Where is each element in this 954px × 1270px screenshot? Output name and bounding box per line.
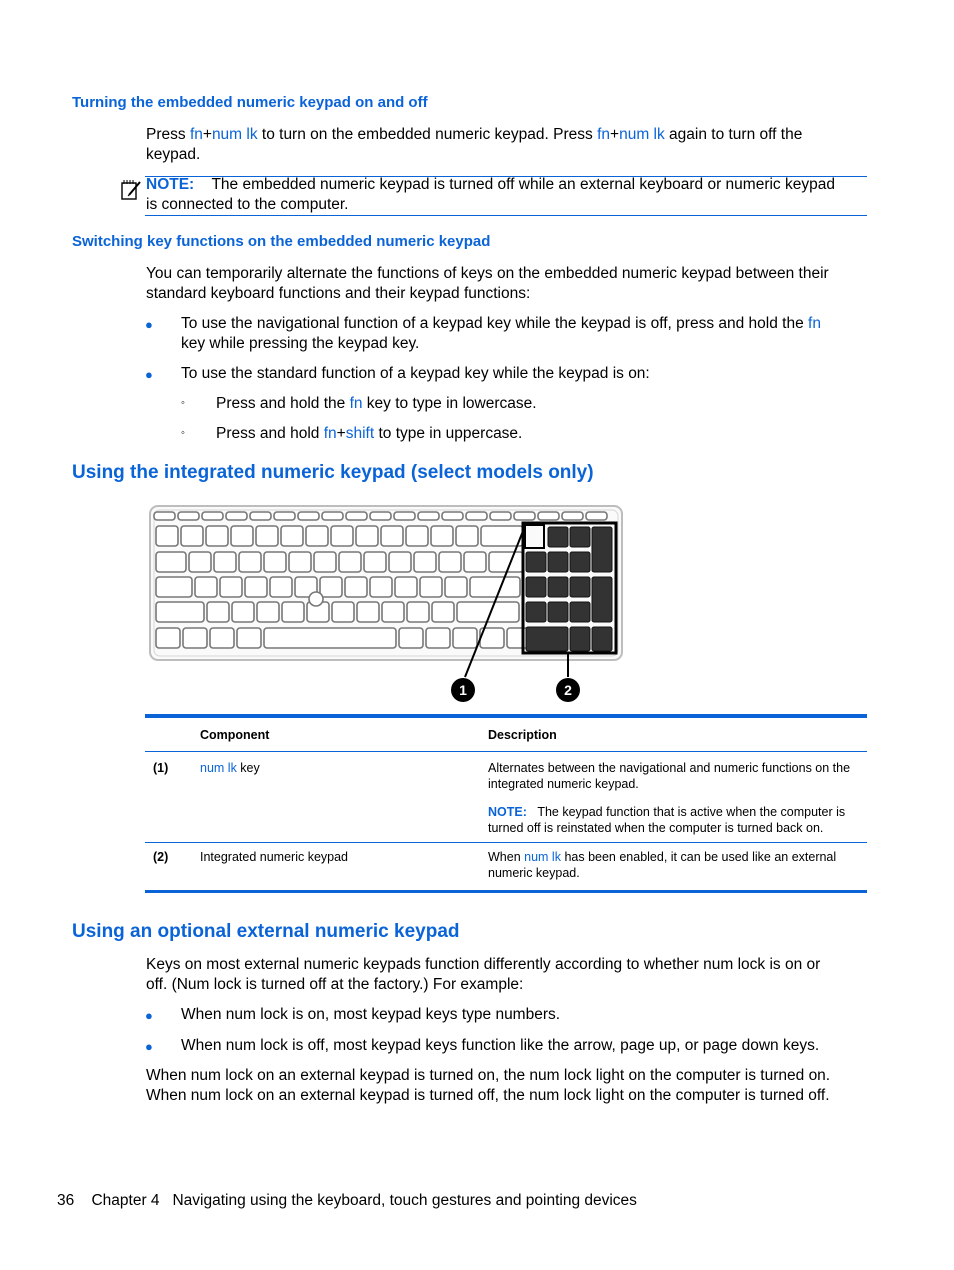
- keyboard-key: [232, 602, 254, 622]
- keyboard-key: [264, 552, 286, 572]
- row-number: (2): [145, 843, 200, 892]
- keyboard-key: [364, 552, 386, 572]
- page-number: 36: [57, 1192, 75, 1209]
- numpad-key: [526, 602, 546, 622]
- key-fn: fn: [349, 395, 363, 412]
- numpad-key: [526, 577, 546, 597]
- keyboard-key: [250, 512, 271, 520]
- text: When num lock on an external keypad is turned off, the num lock light on the computer is turned off.: [146, 1087, 830, 1104]
- keyboard-key: [156, 628, 180, 648]
- footer-chapter: Chapter 4: [91, 1192, 160, 1209]
- table-header-row: [145, 716, 867, 752]
- text: Keys on most external numeric keypads function differently according to whether num lock is on or: [146, 956, 821, 973]
- table-row: [145, 752, 867, 843]
- keyboard-key: [183, 628, 207, 648]
- keyboard-key: [418, 512, 439, 520]
- key-num-lk: num lk: [200, 761, 237, 775]
- keyboard-key: [195, 577, 217, 597]
- footer-title: Navigating using the keyboard, touch gestures and pointing devices: [172, 1192, 637, 1209]
- keyboard-key: [181, 526, 203, 546]
- keyboard-key: [389, 552, 411, 572]
- keyboard-key: [298, 512, 319, 520]
- bullet-icon: ●: [145, 317, 153, 332]
- numpad-key: [570, 627, 590, 651]
- text: To use the navigational function of a keypad key while the keypad is off, press and hold the: [181, 315, 809, 332]
- row-description: [488, 843, 867, 892]
- note-text: [146, 175, 866, 215]
- keyboard-key: [178, 512, 199, 520]
- keyboard-key: [464, 552, 486, 572]
- keyboard-key: [481, 526, 523, 546]
- keyboard-key: [320, 577, 342, 597]
- numpad-key: [592, 527, 612, 572]
- keyboard-key: [414, 552, 436, 572]
- text: keypad.: [146, 146, 201, 163]
- keyboard-key: [432, 602, 454, 622]
- key-num-lk: num lk: [619, 126, 665, 143]
- text: standard keyboard functions and their keypad functions:: [146, 285, 531, 302]
- keyboard-key: [210, 628, 234, 648]
- page-footer: [57, 1192, 637, 1210]
- section-heading-embedded-keypad: Turning the embedded numeric keypad on and off: [72, 94, 428, 111]
- column-header-component: Component: [200, 716, 488, 752]
- keyboard-key: [207, 602, 229, 622]
- keyboard-key: [490, 512, 511, 520]
- row-description: [488, 752, 867, 843]
- keyboard-key: [381, 526, 403, 546]
- bullet-icon: ●: [145, 1039, 153, 1054]
- table-row: [145, 843, 867, 892]
- paragraph-external-outro: [146, 1066, 866, 1106]
- keyboard-key: [256, 526, 278, 546]
- text: key while pressing the keypad key.: [181, 335, 420, 352]
- keyboard-key: [214, 552, 236, 572]
- keyboard-key: [382, 602, 404, 622]
- keyboard-key: [282, 602, 304, 622]
- keyboard-key: [257, 602, 279, 622]
- numpad-key: [526, 627, 568, 651]
- numpad-key: [548, 577, 568, 597]
- text: to type in uppercase.: [374, 425, 523, 442]
- text: again to turn off the: [664, 126, 803, 143]
- keyboard-key: [289, 552, 311, 572]
- section-heading-integrated-keypad: Using the integrated numeric keypad (select models only): [72, 462, 594, 483]
- bullet-icon: ●: [145, 367, 153, 382]
- text: You can temporarily alternate the functions of keys on the embedded numeric keypad between their: [146, 265, 829, 282]
- keyboard-key: [453, 628, 477, 648]
- keyboard-key: [154, 512, 175, 520]
- keyboard-key: [270, 577, 292, 597]
- list-item: To use the standard function of a keypad key while the keypad is on:: [181, 365, 650, 382]
- keyboard-key: [202, 512, 223, 520]
- text: When: [488, 850, 525, 864]
- text: to turn on the embedded numeric keypad. Press: [257, 126, 598, 143]
- text: Press: [146, 126, 190, 143]
- text: Alternates between the navigational and numeric functions on the: [488, 761, 851, 775]
- keyboard-key: [407, 602, 429, 622]
- key-fn: fn: [323, 425, 337, 442]
- keyboard-key: [226, 512, 247, 520]
- numpad-key: [548, 527, 568, 547]
- keyboard-key: [489, 552, 523, 572]
- keyboard-key: [274, 512, 295, 520]
- keyboard-key: [357, 602, 379, 622]
- numpad-key: [592, 577, 612, 622]
- callout-2-label: 2: [564, 682, 572, 698]
- text: key to type in lowercase.: [362, 395, 537, 412]
- numpad-key: [570, 552, 590, 572]
- keyboard-key: [189, 552, 211, 572]
- text: key: [236, 761, 260, 775]
- keyboard-key: [306, 526, 328, 546]
- keyboard-key: [442, 512, 463, 520]
- text: integrated numeric keypad.: [488, 777, 639, 791]
- keyboard-key: [339, 552, 361, 572]
- keyboard-key: [514, 512, 535, 520]
- text: Press and hold the: [216, 395, 350, 412]
- numpad-key: [548, 552, 568, 572]
- sub-list-item: [216, 424, 522, 444]
- keyboard-key: [395, 577, 417, 597]
- column-header-description: Description: [488, 716, 867, 752]
- keyboard-key: [562, 512, 583, 520]
- keyboard-key: [356, 526, 378, 546]
- text: The keypad function that is active when the computer is: [537, 805, 846, 819]
- row-number: (1): [145, 752, 200, 843]
- keyboard-key: [420, 577, 442, 597]
- keyboard-key: [156, 602, 204, 622]
- keyboard-key: [206, 526, 228, 546]
- row-component: [200, 752, 488, 843]
- paragraph-switching: [146, 264, 866, 304]
- numpad-key: [570, 577, 590, 597]
- text: +: [336, 425, 346, 442]
- list-item: [181, 314, 861, 354]
- keyboard-key: [445, 577, 467, 597]
- keyboard-key: [239, 552, 261, 572]
- keyboard-key: [231, 526, 253, 546]
- note-label: NOTE:: [146, 176, 195, 193]
- keyboard-key: [314, 552, 336, 572]
- keyboard-key: [399, 628, 423, 648]
- text: +: [202, 126, 212, 143]
- bullet-icon: ●: [145, 1008, 153, 1023]
- row-component: Integrated numeric keypad: [200, 843, 488, 892]
- list-item: When num lock is off, most keypad keys function like the arrow, page up, or page down keys.: [181, 1037, 820, 1054]
- keyboard-key: [332, 602, 354, 622]
- keyboard-key: [345, 577, 367, 597]
- note-icon: [120, 178, 144, 202]
- keyboard-key: [406, 526, 428, 546]
- key-num-lk: num lk: [524, 850, 561, 864]
- numpad-key: [570, 527, 590, 547]
- key-fn: fn: [189, 126, 203, 143]
- list-item: When num lock is on, most keypad keys type numbers.: [181, 1006, 561, 1023]
- keyboard-key: [322, 512, 343, 520]
- paragraph-embedded-keypad: [146, 125, 866, 165]
- keyboard-key: [245, 577, 267, 597]
- callout-1-label: 1: [459, 682, 467, 698]
- keyboard-key: [220, 577, 242, 597]
- keyboard-key: [331, 526, 353, 546]
- sub-bullet-icon: ◦: [181, 427, 185, 439]
- keyboard-key: [156, 577, 192, 597]
- keyboard-key: [466, 512, 487, 520]
- keyboard-key: [346, 512, 367, 520]
- key-num-lk: num lk: [211, 126, 258, 143]
- keyboard-key: [264, 628, 396, 648]
- keyboard-key: [439, 552, 461, 572]
- keyboard-key: [281, 526, 303, 546]
- keyboard-key: [370, 577, 392, 597]
- key-fn: fn: [808, 315, 821, 332]
- section-heading-external-keypad: Using an optional external numeric keypad: [72, 921, 460, 942]
- keyboard-key: [426, 628, 450, 648]
- keyboard-key: [538, 512, 559, 520]
- keyboard-key: [470, 577, 520, 597]
- keyboard-key: [456, 526, 478, 546]
- keyboard-key: [431, 526, 453, 546]
- text: is connected to the computer.: [146, 196, 349, 213]
- key-fn: fn: [597, 126, 611, 143]
- text: +: [610, 126, 620, 143]
- keyboard-key: [370, 512, 391, 520]
- keyboard-key: [156, 526, 178, 546]
- text: has been enabled, it can be used like an external: [560, 850, 837, 864]
- text: off. (Num lock is turned off at the factory.) For example:: [146, 976, 524, 993]
- keyboard-key: [586, 512, 607, 520]
- text: When num lock on an external keypad is turned on, the num lock light on the computer is turned on.: [146, 1067, 831, 1084]
- text: The embedded numeric keypad is turned off while an external keyboard or numeric keypad: [211, 176, 835, 193]
- text: numeric keypad.: [488, 866, 580, 880]
- keyboard-key: [156, 552, 186, 572]
- numpad-key: [570, 602, 590, 622]
- keyboard-key: [237, 628, 261, 648]
- sub-bullet-icon: ◦: [181, 397, 185, 409]
- numpad-key: [526, 552, 546, 572]
- note-label: NOTE:: [488, 805, 527, 819]
- text: Press and hold: [216, 425, 324, 442]
- keyboard-illustration: [140, 500, 640, 710]
- section-heading-switching: Switching key functions on the embedded numeric keypad: [72, 233, 491, 250]
- component-table: [145, 714, 867, 893]
- numpad-key: [592, 627, 612, 651]
- keyboard-key: [394, 512, 415, 520]
- numpad-key: [548, 602, 568, 622]
- sub-list-item: [216, 394, 537, 414]
- key-shift: shift: [345, 425, 375, 442]
- text: turned off is reinstated when the computer is turned back on.: [488, 821, 824, 835]
- paragraph-external: [146, 955, 866, 995]
